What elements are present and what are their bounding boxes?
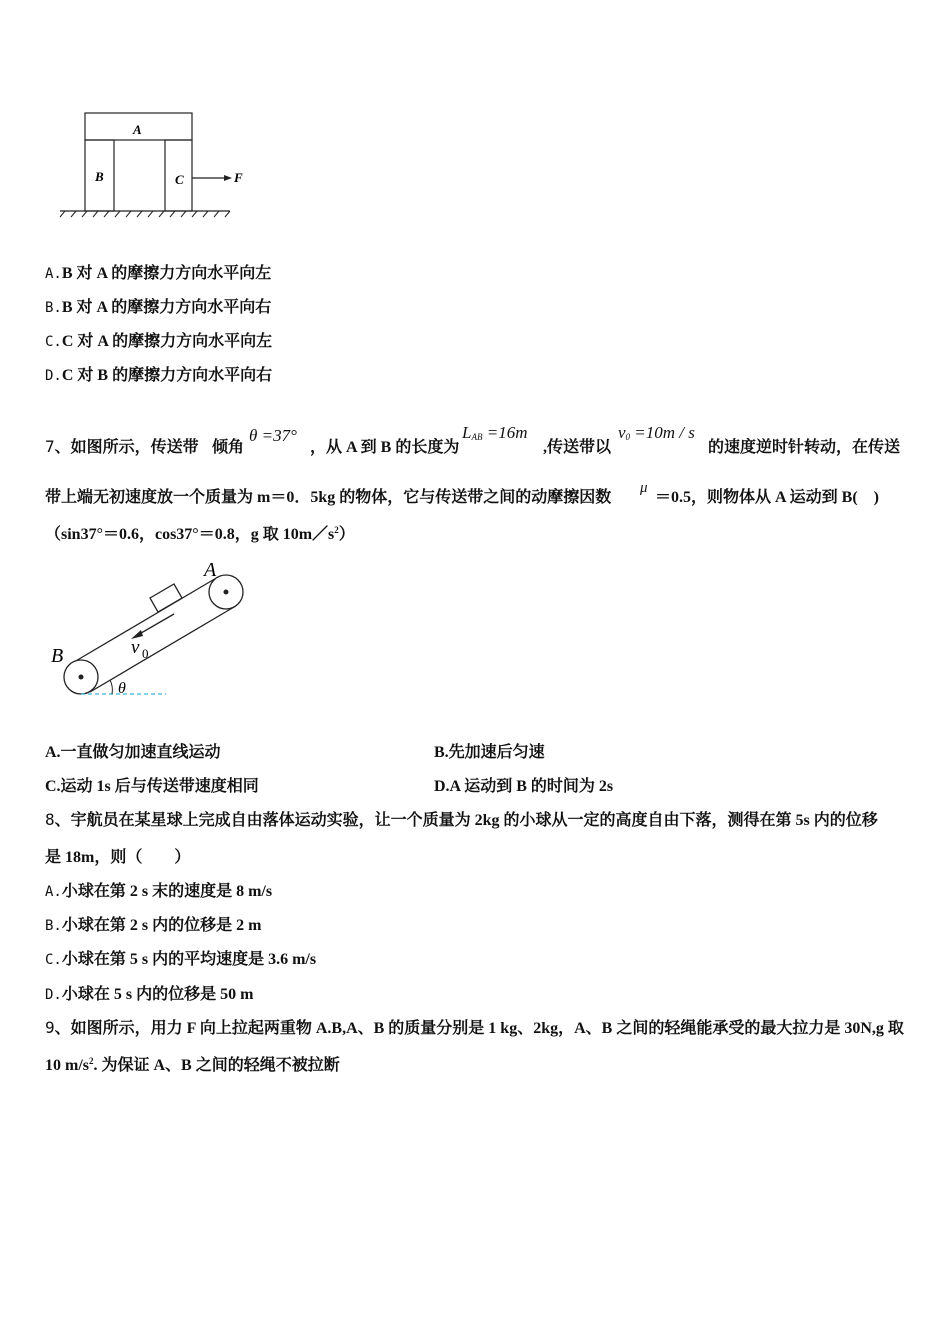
q8-line-2: 是 18m，则（ ） xyxy=(45,849,191,866)
q7-line-3 xyxy=(45,521,355,544)
label-v: v xyxy=(131,637,140,658)
q7-text-1: 如图所示，传送带 xyxy=(70,439,199,456)
formula-sub: 0 xyxy=(625,432,631,442)
option-letter: C. xyxy=(45,952,62,968)
q6-option-d xyxy=(45,362,272,385)
label-a: A xyxy=(133,122,142,137)
superscript: 2 xyxy=(334,525,339,535)
q7-option-a: A.一直做匀加速直线运动 xyxy=(45,744,221,761)
question-number: 9 xyxy=(45,1018,55,1037)
q7-line-1b xyxy=(212,434,244,457)
q7-text-3: ，从 A 到 B 的长度为 xyxy=(310,439,460,456)
figure-conveyor xyxy=(48,556,258,706)
label-f: F xyxy=(234,170,243,185)
q7-option-b: B.先加速后匀速 xyxy=(434,744,545,761)
q7-line-1 xyxy=(45,434,199,457)
q7-text-5: 的速度逆时针转动，在传送 xyxy=(708,439,901,456)
q9-line-2 xyxy=(45,1052,340,1075)
pulley-a-axle xyxy=(224,590,229,595)
option-letter: C. xyxy=(45,334,62,350)
q7-mu: μ xyxy=(640,480,648,496)
question-number: 7 xyxy=(45,437,55,456)
ground-hatch xyxy=(60,211,230,217)
option-text: 小球在第 5 s 内的平均速度是 3.6 m/s xyxy=(61,951,317,968)
q7-line-3b: ） xyxy=(338,526,355,543)
formula-v: v xyxy=(618,423,626,442)
angle-arc xyxy=(110,680,112,694)
q9-text-2b: . 为保证 A、B 之间的轻绳不被拉断 xyxy=(93,1057,340,1074)
superscript: 2 xyxy=(89,1056,94,1066)
formula-value: =10m / s xyxy=(634,423,695,442)
question-sep: 、 xyxy=(54,1020,71,1037)
q7-line-1c xyxy=(310,434,459,457)
option-text: C 对 B 的摩擦力方向水平向右 xyxy=(61,367,273,384)
question-sep: 、 xyxy=(54,812,71,829)
figure-blocks xyxy=(55,105,255,220)
question-number: 8 xyxy=(45,810,55,829)
q7-option-d: D.A 运动到 B 的时间为 2s xyxy=(434,778,614,795)
q7-text-4: ,传送带以 xyxy=(543,439,612,456)
q7-line-3a: （sin37°＝0.6，cos37°＝0.8，g 取 10m／s xyxy=(45,526,335,543)
q7-speed-formula xyxy=(618,423,695,443)
q7-line-2b-text: ＝0.5，则物体从 A 运动到 B( ) xyxy=(655,489,880,506)
label-b: B xyxy=(95,169,104,184)
q7-length-formula xyxy=(462,423,527,443)
q9-line-1 xyxy=(45,1015,904,1038)
q8-option-d xyxy=(45,981,253,1004)
pulley-b-axle xyxy=(79,675,84,680)
label-v-sub: 0 xyxy=(142,646,149,661)
label-b: B xyxy=(51,645,64,667)
q8-text-1: 宇航员在某星球上完成自由落体运动实验，让一个质量为 2kg 的小球从一定的高度自由下落，测得在第 5s 内的位移 xyxy=(70,812,878,829)
option-letter: B. xyxy=(45,918,62,934)
block-on-belt xyxy=(150,584,182,612)
option-text: 小球在第 2 s 内的位移是 2 m xyxy=(61,917,262,934)
label-a: A xyxy=(204,559,217,581)
q7-angle-formula: θ =37° xyxy=(249,426,297,445)
label-theta: θ xyxy=(118,680,126,697)
q7-line-2 xyxy=(45,484,611,507)
q7-line-2b xyxy=(655,484,879,507)
question-sep: 、 xyxy=(54,439,71,456)
formula-l: L xyxy=(462,423,472,442)
q7-text-2: 倾角 xyxy=(212,439,245,456)
option-text: C 对 A 的摩擦力方向水平向左 xyxy=(61,333,273,350)
option-letter: D. xyxy=(45,987,62,1003)
option-text: 小球在 5 s 内的位移是 50 m xyxy=(61,986,254,1003)
q7-line-2a: 带上端无初速度放一个质量为 m＝0．5kg 的物体，它与传送带之间的动摩擦因数 xyxy=(45,489,612,506)
q8-option-b xyxy=(45,912,261,935)
q8-line-1 xyxy=(45,807,878,830)
option-text: B 对 A 的摩擦力方向水平向左 xyxy=(61,265,272,282)
option-text: 小球在第 2 s 末的速度是 8 m/s xyxy=(61,883,273,900)
q9-text-1: 如图所示，用力 F 向上拉起两重物 A.B,A、B 的质量分别是 1 kg、2kg，A、B 之间的轻绳能承受的最大拉力是 30N,g 取 xyxy=(70,1020,904,1037)
q7-line-1d xyxy=(543,434,611,457)
q6-option-b xyxy=(45,294,271,317)
option-letter: D. xyxy=(45,368,62,384)
q7-line-1e xyxy=(708,434,900,457)
belt-bottom xyxy=(90,607,234,692)
q7-option-c: C.运动 1s 后与传送带速度相同 xyxy=(45,778,259,795)
option-letter: A. xyxy=(45,884,62,900)
formula-value: =16m xyxy=(486,423,528,442)
option-letter: A. xyxy=(45,266,62,282)
label-c: C xyxy=(175,172,184,187)
q8-option-a xyxy=(45,878,272,901)
q6-option-a xyxy=(45,260,271,283)
option-text: B 对 A 的摩擦力方向水平向右 xyxy=(61,299,272,316)
q9-text-2a: 10 m/s xyxy=(45,1057,89,1074)
q6-option-c xyxy=(45,328,272,351)
force-arrowhead xyxy=(224,175,232,181)
formula-sub: AB xyxy=(471,432,483,442)
q8-option-c xyxy=(45,946,316,969)
option-letter: B. xyxy=(45,300,62,316)
